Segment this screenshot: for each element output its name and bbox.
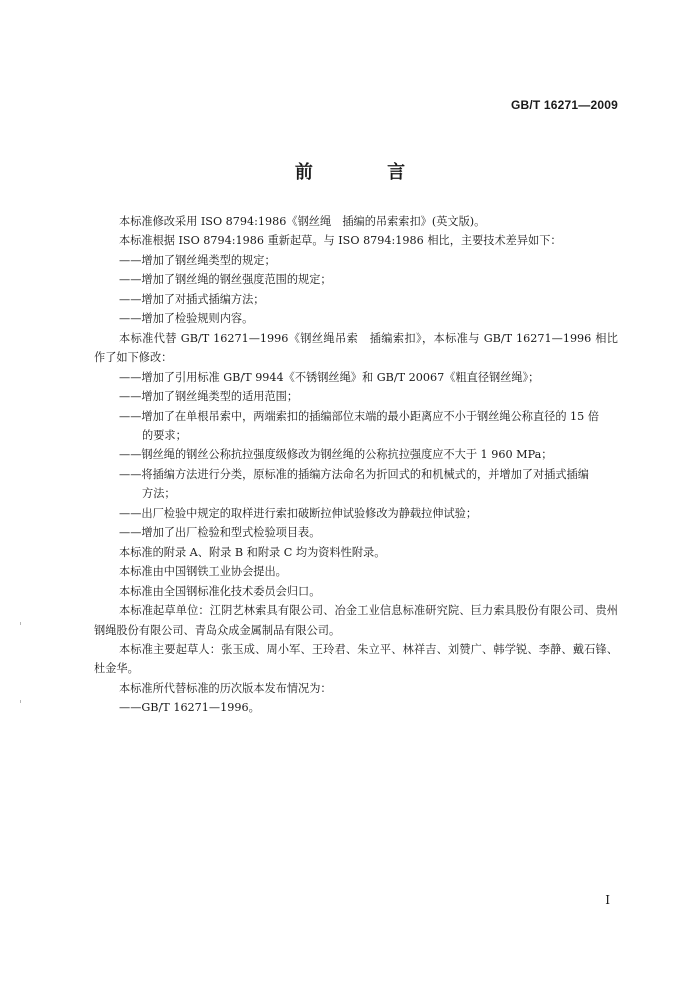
paragraph-committee: 本标准由全国钢标准化技术委员会归口。 xyxy=(119,584,321,598)
list-item: ——增加了检验规则内容。 xyxy=(119,312,254,326)
list-item: ——增加了对插式插编方法； xyxy=(119,292,265,306)
paragraph-adoption: 本标准修改采用 ISO 8794:1986《钢丝绳 插编的吊索索扣》(英文版)。 xyxy=(119,215,486,228)
list-item: ——出厂检验中规定的取样进行索扣破断拉伸试验修改为静载拉伸试验； xyxy=(119,506,478,520)
list-item-continuation: 的要求； xyxy=(142,428,187,442)
foreword-body xyxy=(94,212,618,718)
paragraph-drafting-units: 本标准起草单位：江阴艺林索具有限公司、冶金工业信息标准研究院、巨力索具股份有限公司、贵州钢绳股份有限公司、青岛众成金属制品有限公司。 xyxy=(94,604,618,637)
list-item: ——增加了出厂检验和型式检验项目表。 xyxy=(119,526,321,540)
list-item: ——GB/T 16271—1996。 xyxy=(119,701,260,715)
scan-margin-mark xyxy=(20,700,21,703)
list-item: ——钢丝绳的钢丝公称抗拉强度级修改为钢丝绳的公称抗拉强度应不大于 1 960 MPa； xyxy=(119,448,553,462)
list-item: ——将插编方法进行分类，原标准的插编方法命名为折回式的和机械式的，并增加了对插式插编 xyxy=(119,467,589,481)
list-item: ——增加了钢丝绳的钢丝强度范围的规定； xyxy=(119,273,332,287)
list-item: ——增加了钢丝绳类型的规定； xyxy=(119,253,276,267)
standard-number: GB/T 16271—2009 xyxy=(510,98,618,112)
scan-margin-mark xyxy=(20,622,21,625)
list-item-continuation: 方法； xyxy=(142,487,176,501)
paragraph-proposer: 本标准由中国钢铁工业协会提出。 xyxy=(119,565,287,579)
list-item: ——增加了引用标准 GB/T 9944《不锈钢丝绳》和 GB/T 20067《粗直径钢丝绳》； xyxy=(119,370,540,384)
paragraph-annexes: 本标准的附录 A、附录 B 和附录 C 均为资料性附录。 xyxy=(119,545,386,559)
paragraph-replaces: 本标准代替 GB/T 16271—1996《钢丝绳吊索 插编索扣》，本标准与 GB/T 16271—1996 相比作了如下修改： xyxy=(94,331,618,365)
list-item: ——增加了钢丝绳类型的适用范围； xyxy=(119,390,299,404)
list-item: ——增加了在单根吊索中，两端索扣的插编部位末端的最小距离应不小于钢丝绳公称直径的 15 倍 xyxy=(119,409,600,423)
paragraph-differences-intro: 本标准根据 ISO 8794:1986 重新起草。与 ISO 8794:1986 相比，主要技术差异如下： xyxy=(119,234,562,248)
paragraph-drafters: 本标准主要起草人：张玉成、周小军、王玲君、朱立平、林祥吉、刘赞广、韩学锐、李静、戴石锋、杜金华。 xyxy=(94,642,618,676)
page-number: I xyxy=(605,893,610,907)
page-title: 前 言 xyxy=(294,162,440,183)
paragraph-history-intro: 本标准所代替标准的历次版本发布情况为： xyxy=(119,681,332,695)
